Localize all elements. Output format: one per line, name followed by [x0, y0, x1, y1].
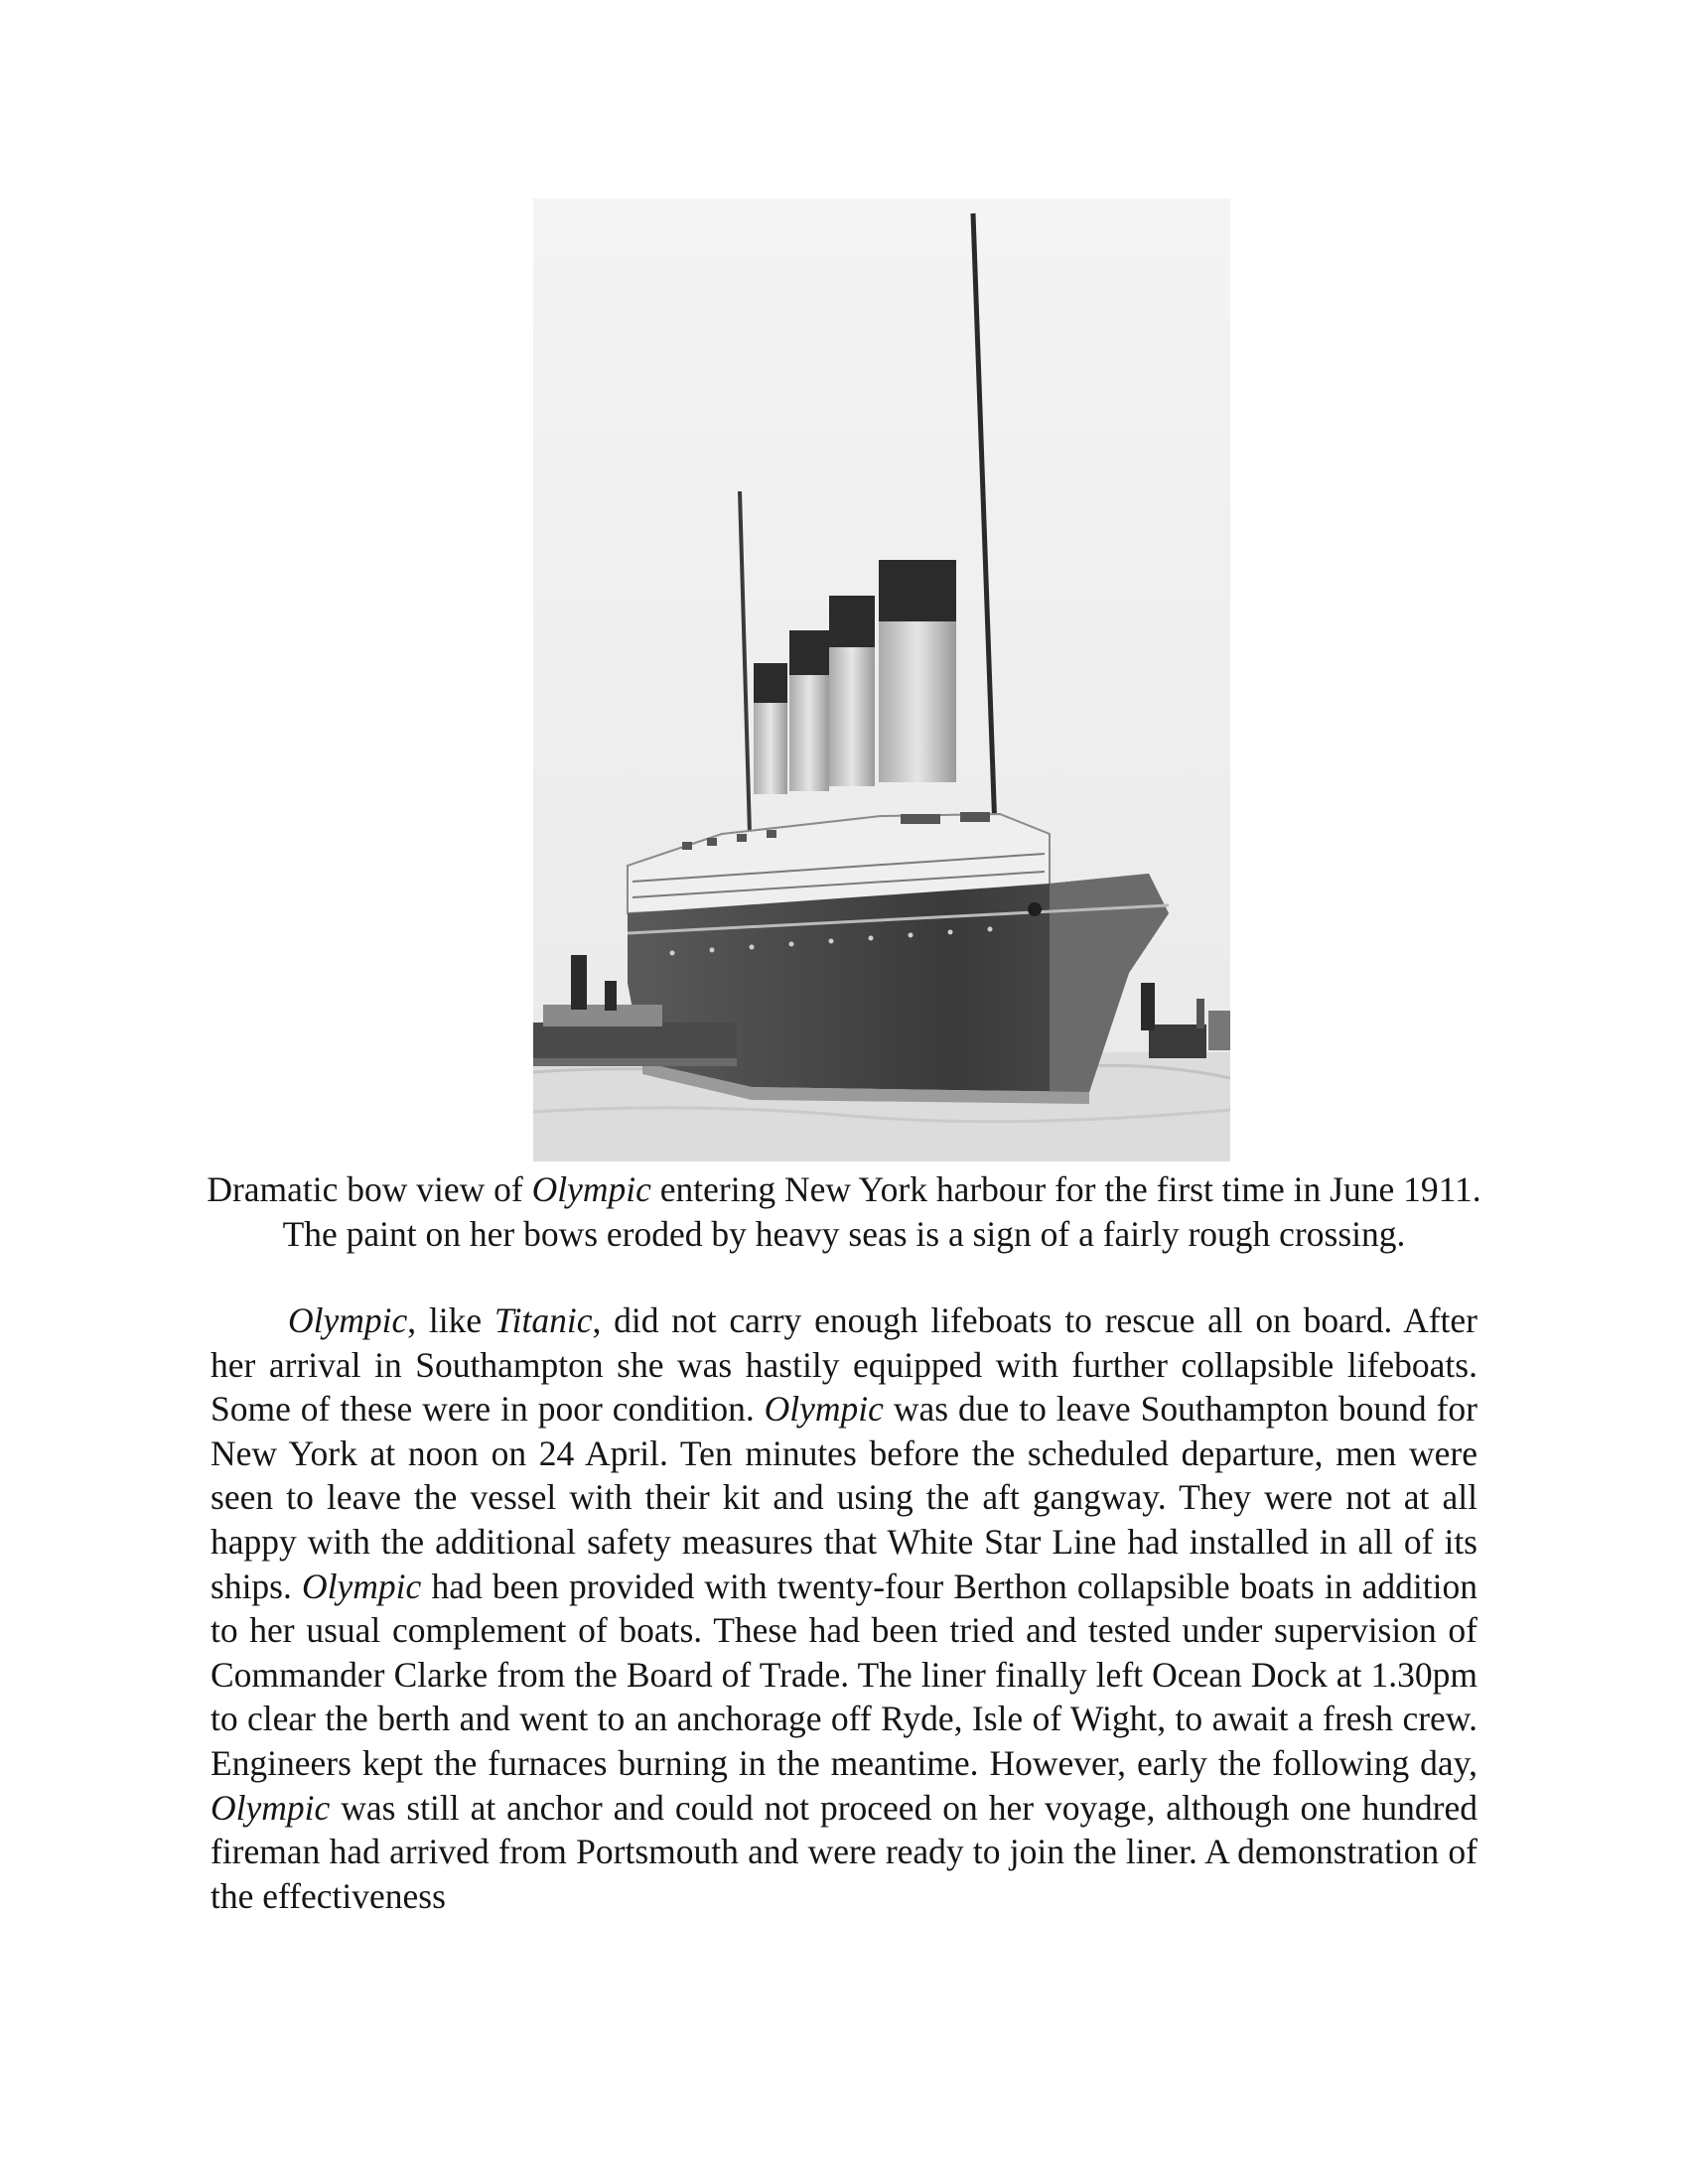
body-paragraph — [211, 1298, 1477, 1918]
figure-caption — [199, 1167, 1489, 1257]
ship-name: Olympic — [288, 1300, 408, 1340]
text-run: had been provided with twenty-four Berthon collapsible boats in addition to her usual complement of boats. These had been tried and tested under supervision of Commander Clarke from the Board of Trade. The liner finally left Ocean Dock at 1.30pm to clear the berth and went to an anchorage off Ryde, Isle of Wight, to await a fresh crew. Engineers kept the furnaces burning in the meantime. However, early the following day, — [211, 1566, 1477, 1783]
text-run: , did not carry enough lifeboats to rescue all on board. After her arrival in Southampton she was hastily equipped with further collapsible lifeboats. Some of these were in poor condition. — [211, 1300, 1477, 1430]
caption-text-start: Dramatic bow view of — [207, 1169, 532, 1209]
text-run: was due to leave Southampton bound for New York at noon on 24 April. Ten minutes before the scheduled departure, men were seen to leave the vessel with their kit and using the aft gangway. They were not at all happy with the additional safety measures that White Star Line had installed in all of its ships. — [211, 1389, 1477, 1606]
text-run: was still at anchor and could not proceed on her voyage, although one hundred fireman had arrived from Portsmouth and were ready to join the liner. A demonstration of the effectiveness — [211, 1787, 1477, 1916]
ship-photograph — [533, 199, 1230, 1161]
ship-name: Titanic — [493, 1300, 593, 1340]
caption-text-end: entering New York harbour for the first time in June 1911. The paint on her bows eroded by heavy seas is a sign of a fairly rough crossing. — [282, 1169, 1481, 1254]
ship-name: Olympic — [764, 1389, 884, 1430]
ship-name: Olympic — [302, 1566, 422, 1606]
ship-name: Olympic — [211, 1787, 331, 1828]
text-run: , like — [407, 1300, 494, 1340]
caption-ship-name: Olympic — [531, 1169, 651, 1209]
